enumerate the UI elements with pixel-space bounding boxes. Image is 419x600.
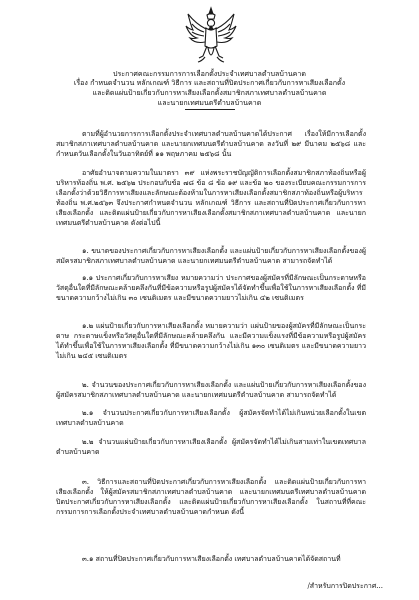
title-line-3: และติดแผ่นป้ายเกี่ยวกับการหาเสียงเลือกตั้งสมาชิกสภาเทศบาลตำบลบ้านคาด [92, 88, 327, 97]
paragraph-section-1-2: ๑.๒ แผ่นป้ายเกี่ยวกับการหาเสียงเลือกตั้ง หมายความว่า แผ่นป้ายของผู้สมัครที่มีลักษณะเป็นกระดาษ กระดาษแข็งหรือวัสดุอื่นใดที่มีลักษณะคล้ายคลึงกัน และมีความแข็งแรงที่มีข้อความหรือรูปผู้สมัครได้ทำขึ้นเพื่อใช้ในการหาเสียงเลือกตั้ง ที่มีขนาดความกว้างไม่เกิน ๑๓๐ เซนติเมตร และมีขนาดความยาวไม่เกิน ๒๔๕ เซนติเมตร [56, 322, 366, 361]
paragraph-authority: อาศัยอำนาจตามความในมาตรา ๓๙ แห่งพระราชบัญญัติการเลือกตั้งสมาชิกสภาท้องถิ่นหรือผู้บริหารท้องถิ่น พ.ศ. ๒๕๖๒ ประกอบกับข้อ ๗๘ ข้อ ๘ ข้อ ๑๙ และข้อ ๒๐ ของระเบียบคณะกรรมการการเลือกตั้งว่าด้วยวิธีการหาเสียงและลักษณะต้องห้ามในการหาเสียงเลือกตั้งสมาชิกสภาท้องถิ่นหรือผู้บริหารท้องถิ่น พ.ศ.๒๕๖๓ จึงประกาศกำหนดจำนวน หลักเกณฑ์ วิธีการ และสถานที่ปิดประกาศเกี่ยวกับการหาเสียงเลือกตั้ง และติดแผ่นป้ายเกี่ยวกับการหาเสียงเลือกตั้งสมาชิกสภาเทศบาลตำบลบ้านคาด และนายกเทศมนตรีตำบลบ้านคาด ดังต่อไปนี้ [56, 169, 366, 228]
title-line-2: เรื่อง กำหนดจำนวน หลักเกณฑ์ วิธีการ และสถานที่ปิดประกาศเกี่ยวกับการหาเสียงเลือกตั้ง [73, 78, 346, 87]
continuation-note: /สำหรับการปิดประกาศ... [307, 582, 383, 590]
paragraph-section-2: ๒. จำนวนของประกาศเกี่ยวกับการหาเสียงเลือกตั้ง และแผ่นป้ายเกี่ยวกับการหาเสียงเลือกตั้งของผู้สมัครสมาชิกสภาเทศบาลตำบลบ้านคาด และนายกเทศมนตรีตำบลบ้านคาด สามารถจัดทำได้ [56, 381, 366, 400]
paragraph-section-3-1: ๓.๑ สถานที่ปิดประกาศเกี่ยวกับการหาเสียงเลือกตั้ง เทศบาลตำบลบ้านคาดได้จัดสถานที่ [82, 555, 341, 563]
paragraph-section-3: ๓. วิธีการและสถานที่ปิดประกาศเกี่ยวกับการหาเสียงเลือกตั้ง และติดแผ่นป้ายเกี่ยวกับการหาเสียงเลือกตั้ง ให้ผู้สมัครสมาชิกสภาเทศบาลตำบลบ้านคาด และนายกเทศมนตรีเทศบาลตำบลบ้านคาด ปิดประกาศเกี่ยวกับการหาเสียงเลือกตั้ง และติดแผ่นป้ายเกี่ยวกับการหาเสียงเลือกตั้ง ในสถานที่ที่คณะกรรมการการเลือกตั้งประจำเทศบาลตำบลบ้านคาดกำหนด ดังนี้ [56, 478, 366, 517]
paragraph-section-2-2: ๒.๒ จำนวนแผ่นป้ายเกี่ยวกับการหาเสียงเลือกตั้ง ผู้สมัครจัดทำได้ไม่เกินสามเท่าในเขตเทศบาลตำบลบ้านคาด [56, 438, 366, 457]
paragraph-section-2-1: ๒.๑ จำนวนประกาศเกี่ยวกับการหาเสียงเลือกตั้ง ผู้สมัครจัดทำได้ไม่เกินหน่วยเลือกตั้งในเขตเทศบาลตำบลบ้านคาด [56, 409, 366, 428]
title-divider [185, 109, 235, 110]
title-line-4: และนายกเทศมนตรีตำบลบ้านคาด [157, 98, 262, 107]
paragraph-preamble: ตามที่ผู้อำนวยการการเลือกตั้งประจำเทศบาลตำบลบ้านคาดได้ประกาศ เรื่องให้มีการเลือกตั้งสมาชิกสภาเทศบาลตำบลบ้านคาด และนายกเทศมนตรีตำบลบ้านคาด ลงวันที่ ๒๙ มีนาคม ๒๕๖๘ และกำหนดวันเลือกตั้งในวันอาทิตย์ที่ ๑๑ พฤษภาคม ๒๕๖๘ นั้น [56, 130, 366, 159]
paragraph-section-1-1: ๑.๑ ประกาศเกี่ยวกับการหาเสียง หมายความว่า ประกาศของผู้สมัครที่มีลักษณะเป็นกระดาษหรือวัสดุอื่นใดที่มีลักษณะคล้ายคลึงกันที่มีข้อความหรือรูปผู้สมัครได้จัดทำขึ้นเพื่อใช้ในการหาเสียงเลือกตั้ง ที่มีขนาดความกว้างไม่เกิน ๓๐ เซนติเมตร และมีขนาดความยาวไม่เกิน ๔๒ เซนติเมตร [56, 274, 366, 303]
title-line-1: ประกาศคณะกรรมการการเลือกตั้งประจำเทศบาลตำบลบ้านคาด [112, 69, 307, 78]
paragraph-section-1: ๑. ขนาดของประกาศเกี่ยวกับการหาเสียงเลือกตั้ง และแผ่นป้ายเกี่ยวกับการหาเสียงเลือกตั้งของผู้สมัครสมาชิกสภาเทศบาลตำบลบ้านคาด และนายกเทศมนตรีตำบลบ้านคาด สามารถจัดทำได้ [56, 247, 366, 266]
garuda-emblem-icon [184, 6, 238, 64]
